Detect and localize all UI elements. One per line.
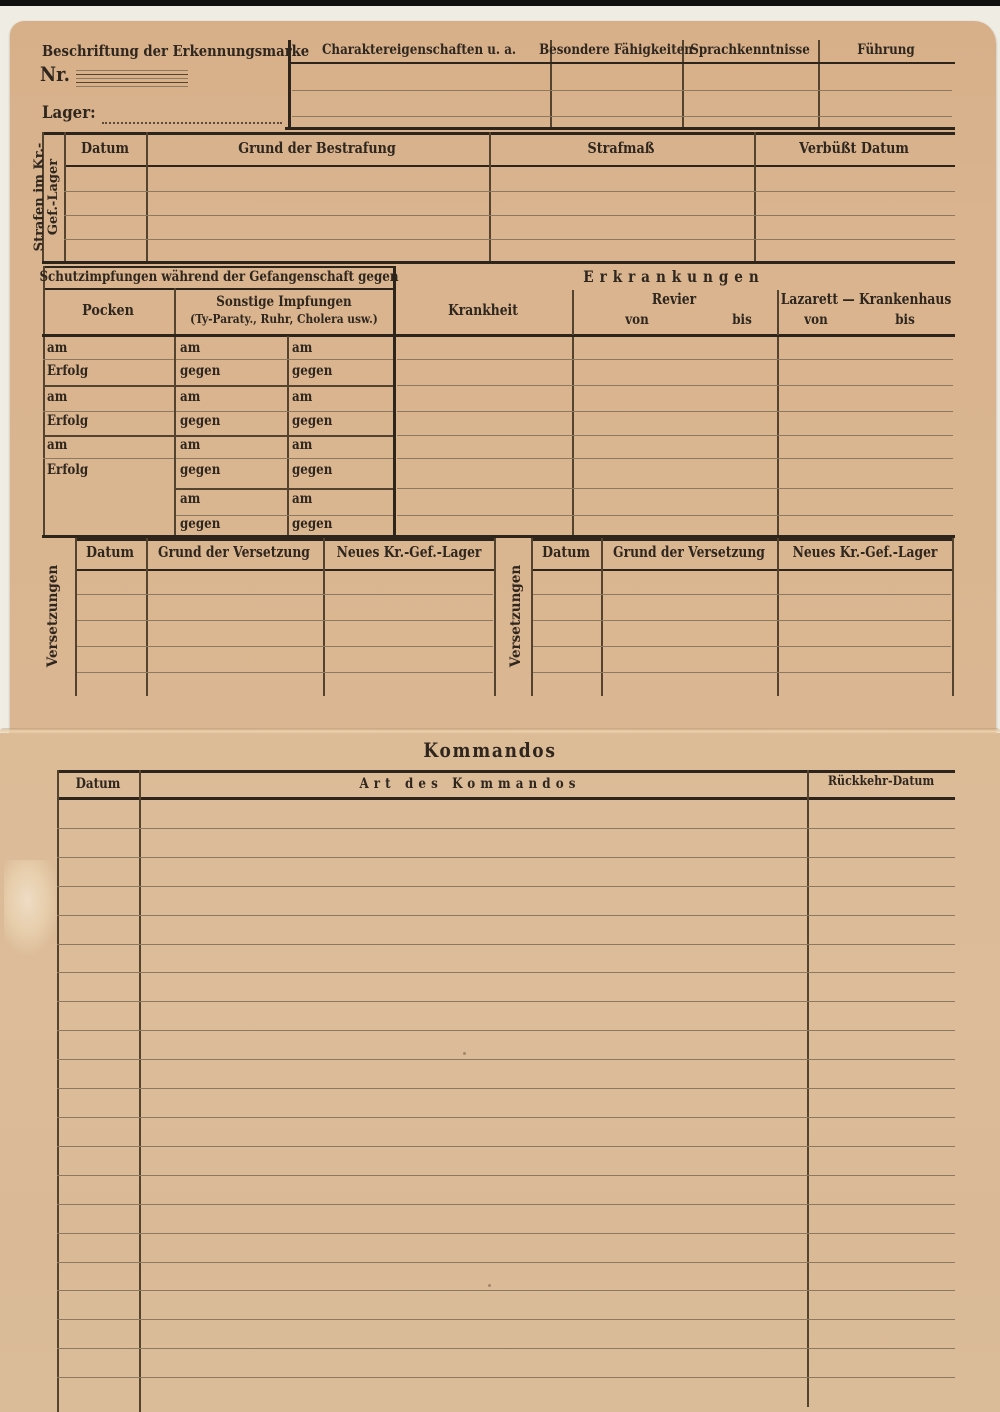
transfers-col-datum: Datum [542, 543, 590, 561]
rule-line [42, 132, 955, 135]
sonstige-row-label: gegen [292, 413, 333, 429]
rule-line [57, 1001, 955, 1002]
rule-line [531, 538, 954, 541]
rule-line [57, 944, 955, 945]
nr-label: Nr. [40, 62, 70, 86]
rule-line [777, 290, 779, 335]
rule-line [285, 127, 955, 130]
rule-line [75, 538, 495, 541]
rule-line [42, 261, 955, 264]
rule-line [397, 359, 953, 360]
kommandos-title: Kommandos [423, 738, 557, 762]
rule-line [43, 385, 174, 387]
sonstige-row-label: gegen [292, 516, 333, 532]
rule-line [292, 90, 952, 91]
rule-line [76, 82, 188, 83]
rule-line [64, 215, 955, 216]
transfers-col-lager: Neues Kr.-Gef.-Lager [336, 544, 482, 561]
traits-col-sprachkenntnisse: Sprachkenntnisse [690, 42, 810, 58]
traits-col-faehigkeiten: Besondere Fähigkeiten [539, 42, 693, 58]
pocken-row-label: Erfolg [47, 413, 89, 429]
kommandos-col-rueckkehr: Rückkehr-Datum [827, 774, 935, 789]
punishments-col-datum: Datum [81, 139, 129, 157]
rule-line [777, 337, 779, 535]
paper-speck [488, 1284, 491, 1287]
transfers-side-label: Versetzungen [508, 564, 524, 668]
rule-line [494, 538, 496, 696]
lager-fill-line [102, 108, 282, 124]
sonstige-row-label: gegen [180, 462, 221, 478]
rule-line [57, 1088, 955, 1089]
sonstige-row-label: gegen [292, 462, 333, 478]
rule-line [76, 86, 188, 87]
rule-line [397, 411, 953, 412]
rule-line [57, 1348, 955, 1349]
rule-line [57, 1204, 955, 1205]
rule-line [397, 458, 953, 459]
traits-col-fuehrung: Führung [857, 42, 915, 58]
rule-line [57, 1175, 955, 1176]
rule-line [77, 620, 493, 621]
paper-damage [4, 860, 60, 956]
transfers-col-datum: Datum [86, 543, 134, 561]
rule-line [57, 1059, 955, 1060]
illness-col-krankheit: Krankheit [448, 302, 518, 319]
traits-col-charakter: Charaktereigenschaften u. a. [321, 42, 517, 58]
rule-line [533, 672, 951, 673]
sonstige-row-label: am [180, 340, 201, 356]
rule-line [57, 972, 955, 973]
transfers-col-grund: Grund der Versetzung [158, 544, 310, 561]
rule-line [76, 70, 188, 71]
rule-line [176, 411, 393, 412]
rule-line [64, 165, 955, 167]
punishments-side-label: Strafen im Kr.-Gef.-Lager [32, 142, 61, 252]
rule-line [64, 191, 955, 192]
transfers-side-label: Versetzungen [45, 564, 61, 668]
rule-line [57, 770, 59, 1412]
pocken-row-label: Erfolg [47, 363, 89, 379]
id-tag-title: Beschriftung der Erkennungsmarke [42, 42, 310, 60]
paper-speck [463, 1052, 466, 1055]
rule-line [57, 1233, 955, 1234]
punishments-col-strafmass: Strafmaß [587, 139, 655, 157]
rule-line [139, 770, 141, 1412]
illness-revier-bis: bis [732, 312, 752, 328]
rule-line [64, 239, 955, 240]
rule-line [397, 385, 953, 386]
rule-line [397, 488, 953, 489]
rule-line [176, 458, 393, 459]
kommandos-col-art: Art des Kommandos [359, 776, 581, 792]
rule-line [572, 337, 574, 535]
rule-line [533, 620, 951, 621]
vaccinations-col-pocken: Pocken [82, 301, 134, 319]
rule-line [754, 132, 756, 263]
sonstige-row-label: gegen [180, 363, 221, 379]
punishments-col-verbuesst: Verbüßt Datum [799, 139, 909, 157]
rule-line [77, 646, 493, 647]
vaccinations-col-sonstige-detail: (Ty-Paraty., Ruhr, Cholera usw.) [190, 311, 378, 326]
sonstige-row-label: gegen [180, 516, 221, 532]
rule-line [42, 334, 955, 337]
sonstige-row-label: am [292, 437, 313, 453]
rule-line [43, 288, 396, 290]
rule-line [43, 266, 45, 537]
vaccinations-col-sonstige: Sonstige Impfungen [216, 294, 352, 310]
illness-col-lazarett: Lazarett — Krankenhaus [780, 291, 952, 308]
rule-line [489, 132, 491, 263]
sonstige-row-label: am [292, 491, 313, 507]
rule-line [533, 594, 951, 595]
rule-line [43, 411, 174, 412]
illness-lazarett-von: von [804, 312, 828, 328]
rule-line [77, 594, 493, 595]
rule-line [75, 569, 495, 571]
rule-line [397, 435, 953, 436]
pocken-row-label: am [47, 437, 68, 453]
illness-col-revier: Revier [651, 291, 697, 308]
rule-line [57, 1030, 955, 1031]
illness-revier-von: von [625, 312, 649, 328]
rule-line [176, 385, 393, 387]
rule-line [818, 40, 820, 127]
sonstige-row-label: am [292, 389, 313, 405]
illness-title: Erkrankungen [583, 267, 765, 286]
rule-line [393, 266, 396, 537]
sonstige-row-label: am [180, 437, 201, 453]
pocken-row-label: Erfolg [47, 462, 89, 478]
lager-label: Lager: [42, 103, 96, 123]
punishments-col-grund: Grund der Bestrafung [238, 139, 396, 157]
sonstige-row-label: am [180, 491, 201, 507]
rule-line [533, 646, 951, 647]
rule-line [57, 770, 955, 773]
rule-line [43, 458, 174, 459]
transfers-col-grund: Grund der Versetzung [613, 544, 765, 561]
scanner-edge [0, 0, 1000, 6]
pocken-row-label: am [47, 340, 68, 356]
rule-line [146, 132, 148, 263]
rule-line [57, 1117, 955, 1118]
rule-line [174, 288, 176, 537]
sonstige-row-label: am [292, 340, 313, 356]
rule-line [57, 1319, 955, 1320]
rule-line [43, 359, 174, 360]
rule-line [572, 290, 574, 335]
fold-crease [0, 728, 1000, 734]
rule-line [77, 672, 493, 673]
vaccinations-title: Schutzimpfungen während der Gefangenschaft gegen [39, 269, 399, 285]
sonstige-row-label: gegen [292, 363, 333, 379]
rule-line [57, 857, 955, 858]
rule-line [76, 74, 188, 75]
rule-line [57, 1262, 955, 1263]
rule-line [397, 515, 953, 516]
sonstige-row-label: am [180, 389, 201, 405]
transfers-col-lager: Neues Kr.-Gef.-Lager [792, 544, 938, 561]
rule-line [57, 1290, 955, 1291]
kommandos-col-datum: Datum [75, 776, 121, 792]
sonstige-row-label: gegen [180, 413, 221, 429]
rule-line [57, 828, 955, 829]
rule-line [43, 266, 396, 268]
rule-line [288, 62, 955, 64]
rule-line [531, 569, 954, 571]
rule-line [57, 915, 955, 916]
rule-line [176, 435, 393, 437]
rule-line [176, 488, 393, 490]
illness-lazarett-bis: bis [895, 312, 915, 328]
rule-line [57, 1146, 955, 1147]
rule-line [292, 116, 952, 117]
rule-line [57, 886, 955, 887]
rule-line [57, 797, 955, 800]
rule-line [57, 1377, 955, 1378]
pocken-row-label: am [47, 389, 68, 405]
rule-line [952, 538, 954, 696]
rule-line [176, 359, 393, 360]
rule-line [76, 78, 188, 79]
card-lower-sheet [0, 733, 1000, 1412]
